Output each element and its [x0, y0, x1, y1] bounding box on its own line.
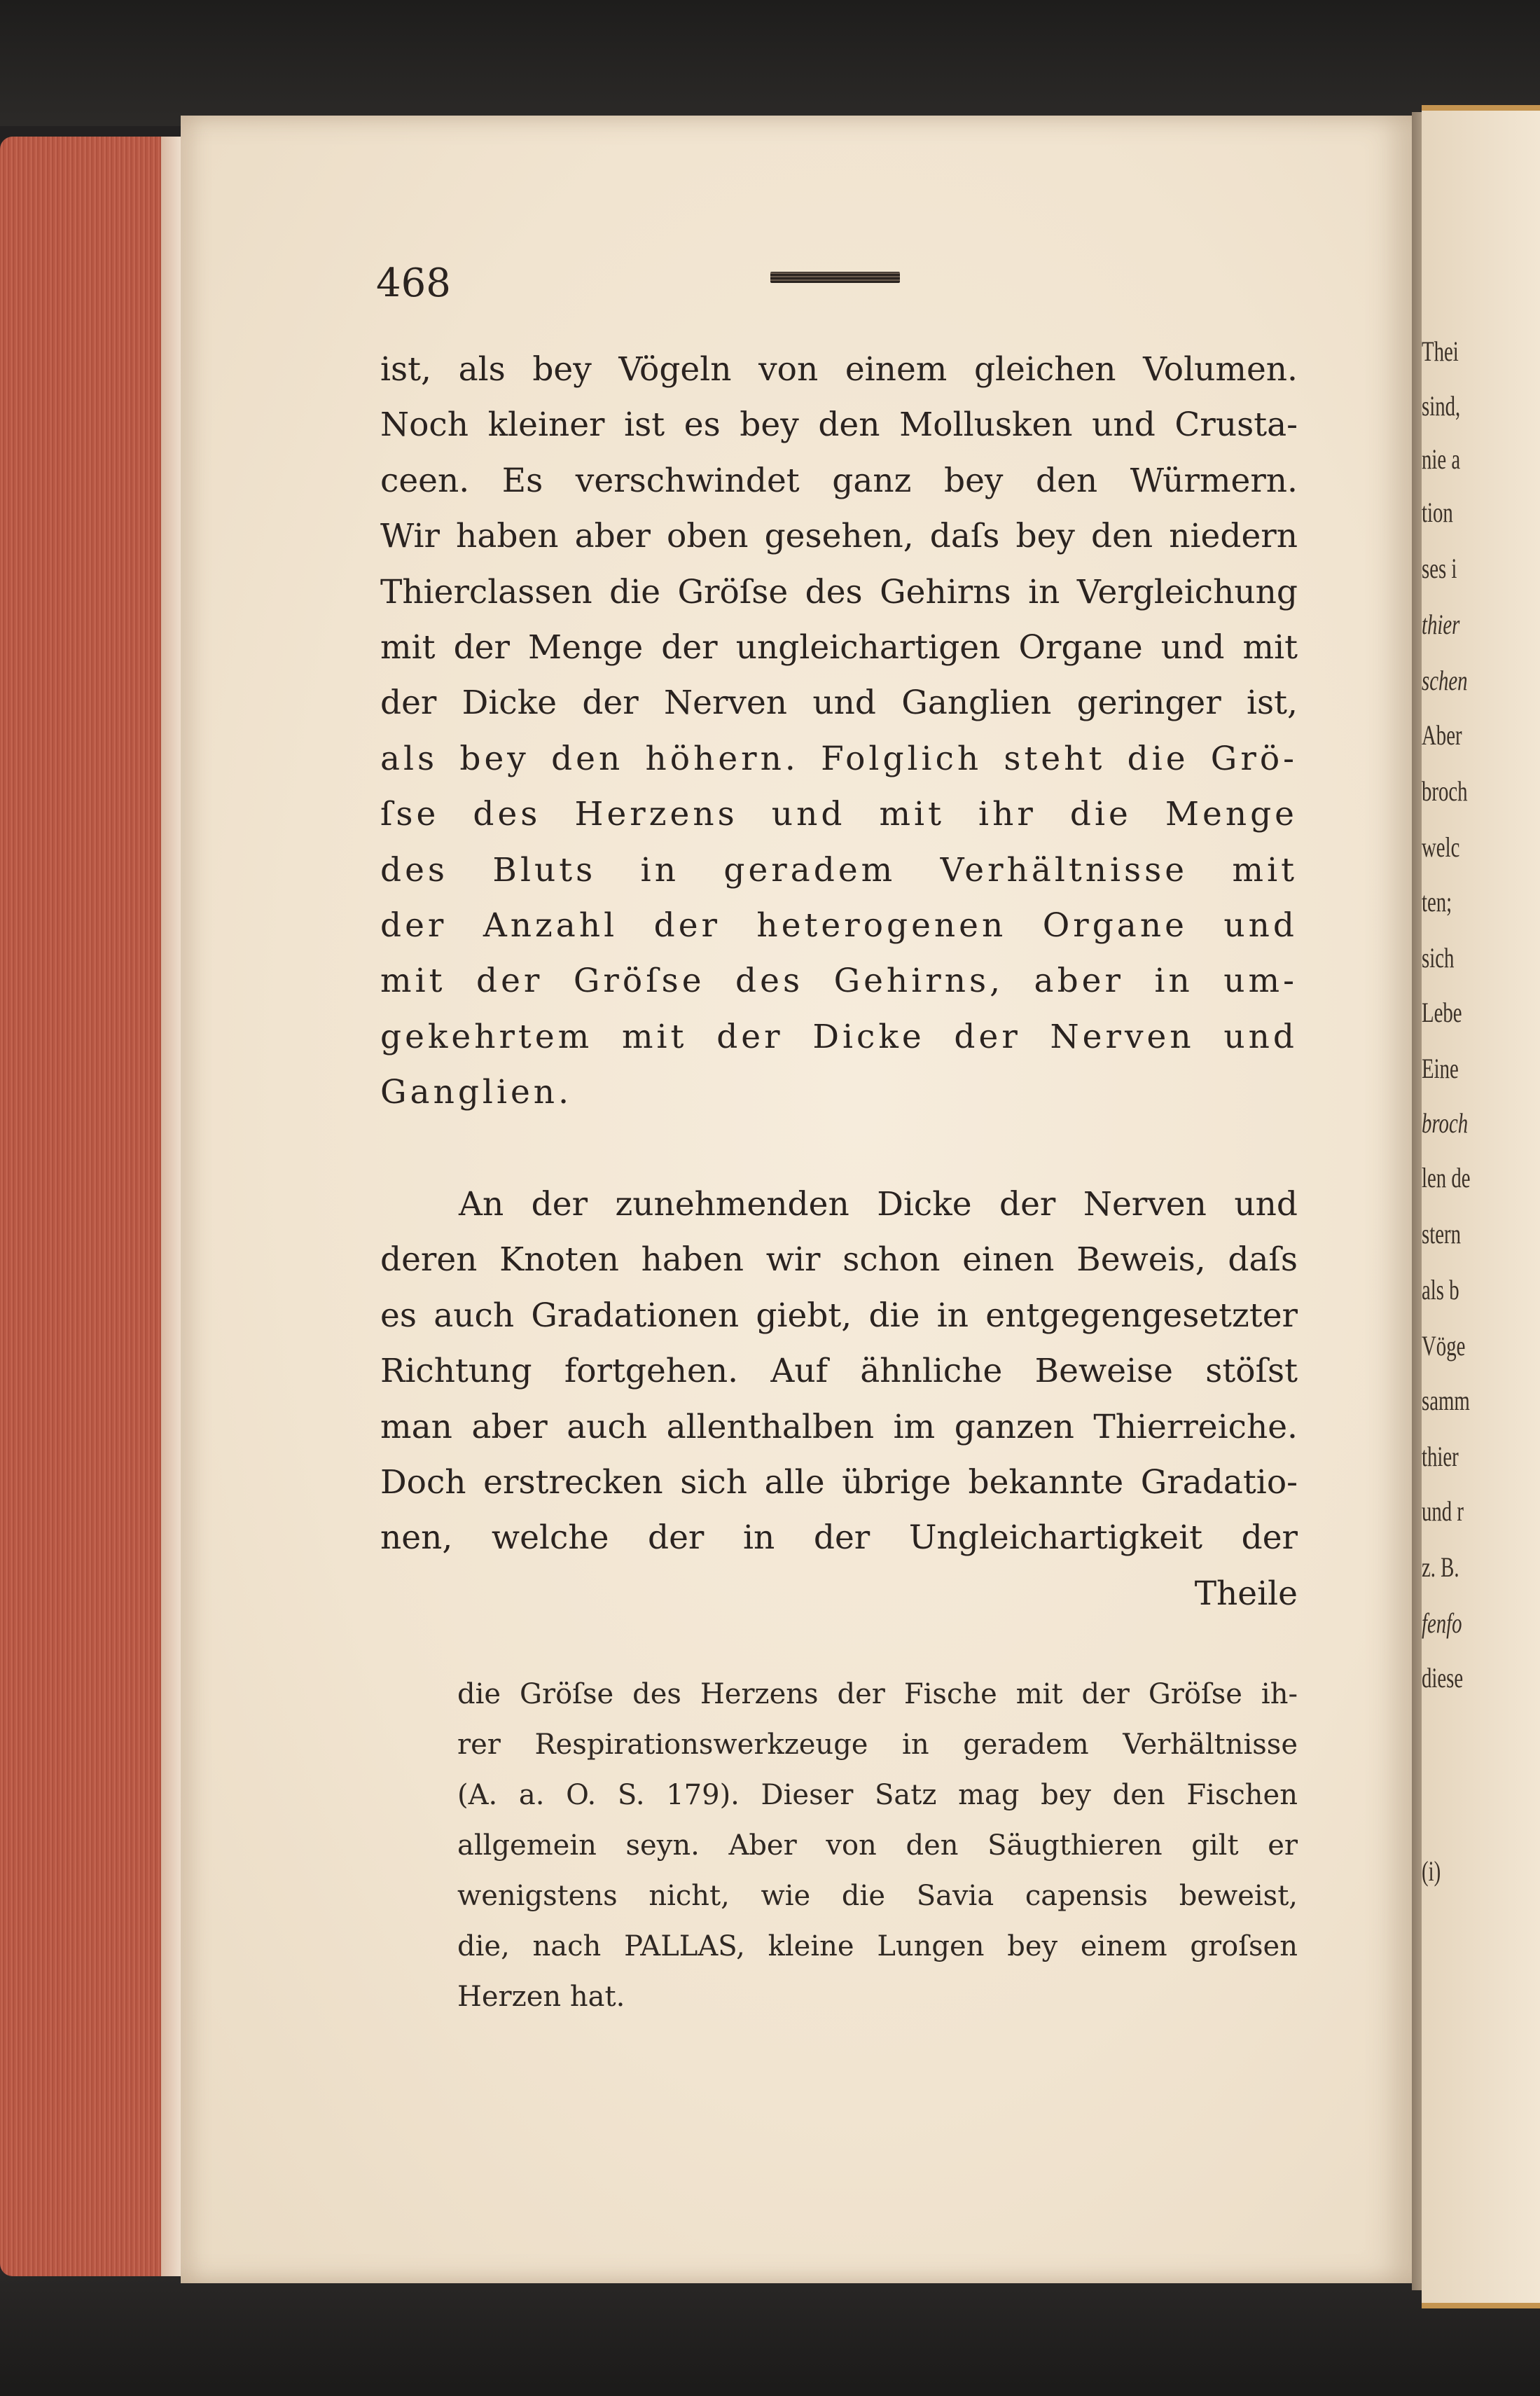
background-top [0, 0, 1540, 126]
text-line: des Bluts in geradem Verhältnisse mit [380, 850, 1298, 889]
footnote-line: (A. a. O. S. 179). Dieser Satz mag bey den Fischen [457, 1779, 1298, 1811]
facing-page-fragment: stern [1422, 1218, 1461, 1249]
background-bottom [0, 2270, 1540, 2396]
facing-page-fragment: sich [1422, 942, 1455, 974]
facing-page [1422, 105, 1540, 2308]
text-line: man aber auch allenthalben im ganzen Thierreiche. [380, 1407, 1298, 1446]
facing-page-fragment: samm [1422, 1385, 1470, 1416]
text-line: als bey den höhern. Folglich steht die Grö- [380, 739, 1298, 778]
body-paragraph-1 [380, 342, 1298, 1120]
text-line: An der zunehmenden Dicke der Nerven und [459, 1185, 1298, 1224]
facing-page-fragment: thier [1422, 609, 1460, 640]
text-line: der Dicke der Nerven und Ganglien geringer ist, [380, 684, 1298, 723]
text-line: Ganglien. [380, 1073, 573, 1112]
facing-page-fragment: Aber [1422, 719, 1462, 751]
text-line: mit der Gröſse des Gehirns, aber in um- [380, 962, 1298, 1001]
facing-page-fragment: broch [1422, 775, 1468, 807]
facing-page-fragment: Lebe [1422, 997, 1462, 1028]
text-line: Wir haben aber oben gesehen, daſs bey den niedern [380, 517, 1298, 556]
facing-page-fragment: als b [1422, 1274, 1459, 1306]
page-number: 468 [376, 261, 451, 306]
text-line: Noch kleiner ist es bey den Mollusken und Crusta- [380, 406, 1298, 445]
footnote-line: die, nach PALLAS, kleine Lungen bey einem groſsen [457, 1930, 1298, 1962]
facing-page-fragment: Thei [1422, 335, 1459, 367]
facing-page-fragment: (i) [1422, 1855, 1441, 1887]
facing-page-fragment: fenfo [1422, 1607, 1462, 1639]
facing-page-fragment: Vöge [1422, 1330, 1466, 1362]
facing-page-fragment: und r [1422, 1495, 1464, 1527]
facing-page-fragment: sind, [1422, 390, 1461, 422]
text-line: es auch Gradationen giebt, die in entgegengesetzter [380, 1296, 1298, 1335]
catchword: Theile [1194, 1574, 1298, 1613]
facing-page-fragment: Eine [1422, 1053, 1459, 1084]
footnote-line: wenigstens nicht, wie die Savia capensis beweist, [457, 1880, 1298, 1912]
footnote-line: Herzen hat. [457, 1981, 625, 2013]
text-line: gekehrtem mit der Dicke der Nerven und [380, 1017, 1298, 1056]
text-line: ist, als bey Vögeln von einem gleichen Volumen. [380, 350, 1298, 389]
text-line: mit der Menge der ungleichartigen Organe und mit [380, 628, 1298, 667]
facing-page-fragment: nie a [1422, 443, 1461, 475]
text-line: Doch erstrecken sich alle übrige bekannte Gradatio- [380, 1462, 1298, 1502]
footnote-line: die Gröſse des Herzens der Fische mit der Gröſse ih- [457, 1678, 1298, 1710]
facing-page-fragment: thier [1422, 1441, 1459, 1472]
text-line: Richtung fortgehen. Auf ähnliche Beweise stöſst [380, 1352, 1298, 1391]
facing-page-fragment: tion [1422, 497, 1453, 528]
text-line: Thierclassen die Gröſse des Gehirns in Vergleichung [380, 572, 1298, 611]
text-line: ſse des Herzens und mit ihr die Menge [380, 795, 1298, 834]
facing-page-fragment: broch [1422, 1107, 1469, 1139]
text-line: deren Knoten haben wir schon einen Beweis, daſs [380, 1240, 1298, 1280]
header-rule [770, 272, 900, 283]
text-line: ceen. Es verschwindet ganz bey den Würmern. [380, 461, 1298, 500]
footnote-line: rer Respirationswerkzeuge in geradem Verhältnisse [457, 1729, 1298, 1761]
footnote-line: allgemein seyn. Aber von den Säugthieren gilt er [457, 1829, 1298, 1862]
text-line: der Anzahl der heterogenen Organe und [380, 906, 1298, 945]
facing-page-fragment: welc [1422, 831, 1460, 863]
facing-page-fragment: len de [1422, 1162, 1471, 1193]
text-line: nen, welche der in der Ungleichartigkeit der [380, 1518, 1298, 1558]
facing-page-fragment: ses i [1422, 553, 1457, 584]
facing-page-fragment: diese [1422, 1662, 1464, 1694]
footnote [457, 1669, 1298, 2022]
page-edges [0, 137, 182, 2276]
facing-page-fragment: z. B. [1422, 1551, 1459, 1583]
facing-page-fragment: schen [1422, 665, 1468, 696]
facing-page-fragment: ten; [1422, 886, 1452, 917]
body-paragraph-2 [380, 1177, 1298, 1621]
